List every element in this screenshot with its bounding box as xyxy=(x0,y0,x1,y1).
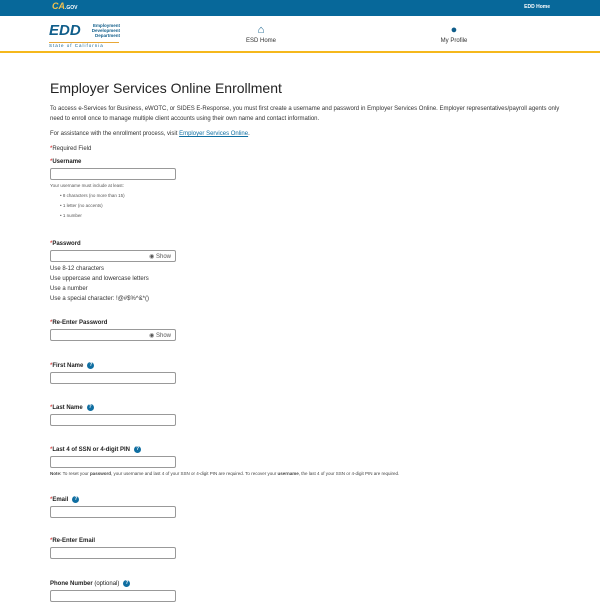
ca-gov-logo[interactable] xyxy=(52,1,78,11)
username-label: Username xyxy=(52,159,82,165)
password-label: Password xyxy=(52,241,81,247)
employer-services-link[interactable]: Employer Services Online xyxy=(179,131,249,137)
required-note-text: Required Field xyxy=(52,146,92,152)
nav-my-profile[interactable] xyxy=(432,24,476,44)
ssn-label: Last 4 of SSN or 4-digit PIN xyxy=(52,447,131,454)
show-password-toggle[interactable]: ◉ Show xyxy=(149,254,171,260)
username-field: *Username Your username must include at least: • 8 characters (no more than 15) • 1 letter (no accents) • 1 number xyxy=(50,159,176,218)
main-content xyxy=(50,80,570,159)
password-field: *Password ◉ Show Use 8-12 characters Use uppercase and lowercase letters Use a number Use a special character: !@#$%^&*() xyxy=(50,241,176,304)
rule-item: • 1 number xyxy=(60,213,82,218)
edd-logo[interactable] xyxy=(49,22,121,48)
rule-item: Use uppercase and lowercase letters xyxy=(50,276,149,282)
home-icon: ⌂ xyxy=(257,24,265,36)
ssn-input[interactable] xyxy=(50,456,176,468)
logo-abbr: EDD xyxy=(49,22,81,39)
show-password-toggle[interactable]: ◉ Show xyxy=(149,333,171,339)
edd-home-link[interactable]: EDD Home xyxy=(524,4,550,10)
intro-text: To access e-Services for Business, eWOTC, or SIDES E-Response, you must first create a username and password in Employer Services Online. Employer representatives/payroll agents only need to enroll once to manage multiple client accounts using their own name and contact information. xyxy=(50,106,560,122)
reenter-password-input[interactable] xyxy=(50,329,176,341)
phone-field xyxy=(50,580,176,602)
ssn-field: *Last 4 of SSN or 4-digit PIN ? Note: To reset your password, your username and last 4 of your SSN or 4-digit PIN are required. To recover your username, the last 4 of your SSN or 4-digit PIN are required. xyxy=(50,446,570,476)
username-input[interactable] xyxy=(50,168,176,180)
username-hint: Your username must include at least: xyxy=(50,183,124,188)
email-input[interactable] xyxy=(50,506,176,518)
logo-dept: Employment Development Department xyxy=(91,23,120,38)
page-title: Employer Services Online Enrollment xyxy=(50,80,282,96)
assist-prefix: For assistance with the enrollment process, visit xyxy=(50,131,180,137)
first-name-field: *First Name ? xyxy=(50,362,176,384)
nav-esd-home[interactable] xyxy=(240,24,282,44)
nav-label: My Profile xyxy=(440,38,468,44)
phone-input[interactable] xyxy=(50,590,176,602)
help-icon[interactable]: ? xyxy=(74,496,78,502)
first-name-label: First Name xyxy=(52,363,84,370)
last-name-input[interactable] xyxy=(50,414,176,426)
assist-suffix: . xyxy=(248,131,250,137)
assist-text xyxy=(50,129,570,139)
rule-item: Use 8-12 characters xyxy=(50,266,105,272)
top-bar xyxy=(0,0,600,16)
reenter-password-label: Re-Enter Password xyxy=(52,320,108,326)
logo-text: CA xyxy=(52,1,65,11)
rule-item: • 1 letter (no accents) xyxy=(60,203,103,208)
reenter-password-field: *Re-Enter Password ◉ Show xyxy=(50,320,176,341)
username-rules xyxy=(60,193,176,218)
required-note: *Required Field xyxy=(50,146,92,152)
rule-item: Use a special character: !@#$%^&*() xyxy=(50,296,149,302)
eye-icon: ◉ xyxy=(149,333,156,339)
password-rules xyxy=(50,264,176,304)
reenter-email-input[interactable] xyxy=(50,547,176,559)
rule-item: • 8 characters (no more than 15) xyxy=(60,193,125,198)
password-input[interactable] xyxy=(50,250,176,262)
help-icon[interactable]: ? xyxy=(88,404,92,410)
logo-sub: .GOV xyxy=(65,5,78,11)
last-name-field: *Last Name ? xyxy=(50,404,176,426)
rule-item: Use a number xyxy=(50,286,88,292)
first-name-input[interactable] xyxy=(50,372,176,384)
help-icon[interactable]: ? xyxy=(89,362,93,368)
phone-optional: (optional) xyxy=(94,581,120,588)
user-icon: ● xyxy=(450,24,458,36)
help-icon[interactable]: ? xyxy=(136,446,140,452)
phone-label: Phone Number xyxy=(50,581,93,588)
last-name-label: Last Name xyxy=(52,405,83,412)
email-label: Email xyxy=(52,497,69,504)
logo-state: State of California xyxy=(49,42,119,48)
email-field: *Email ? xyxy=(50,496,176,518)
site-header xyxy=(0,16,600,53)
nav-label: ESD Home xyxy=(245,38,276,44)
ssn-note: Note: To reset your password, your username and last 4 of your SSN or 4-digit PIN are required. To recover your username, the last 4 of your SSN or 4-digit PIN are required. xyxy=(50,471,400,477)
reenter-email-field: *Re-Enter Email xyxy=(50,538,176,559)
eye-icon: ◉ xyxy=(149,254,156,260)
help-icon[interactable]: ? xyxy=(125,580,129,586)
reenter-email-label: Re-Enter Email xyxy=(52,538,96,544)
